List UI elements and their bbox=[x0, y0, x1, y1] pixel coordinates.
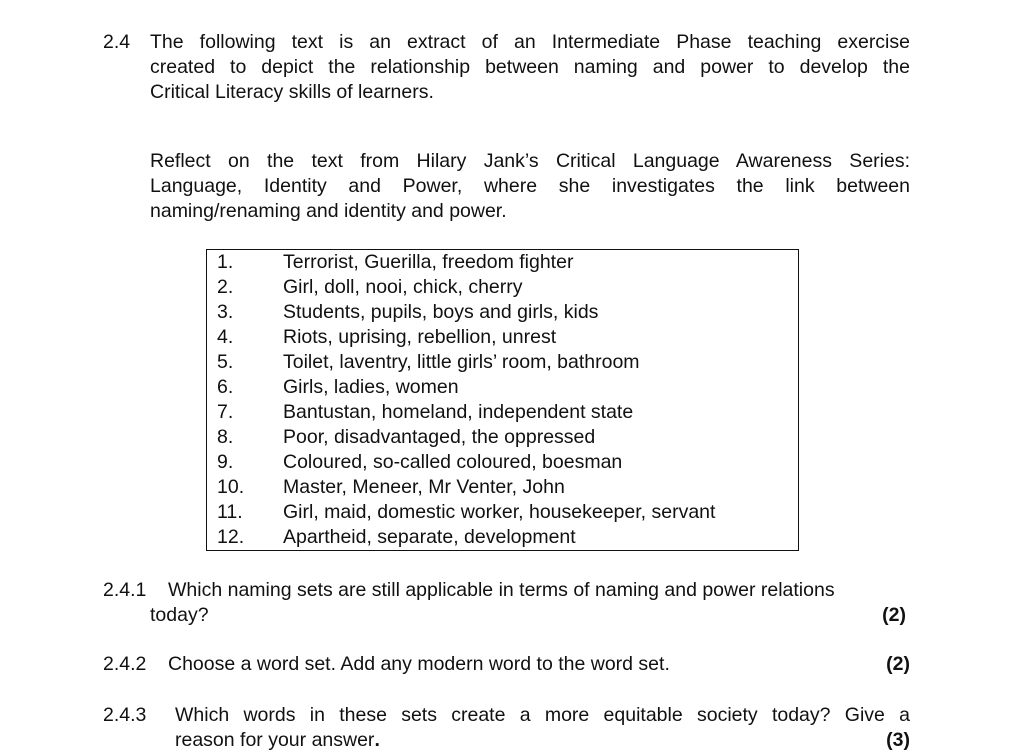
reflect-line-2: Language, Identity and Power, where she investigates the link between bbox=[150, 175, 910, 197]
question-text-line-1: Which words in these sets create a more equitable society today? Give a bbox=[175, 704, 910, 726]
set-words: Toilet, laventry, little girls’ room, bathroom bbox=[283, 351, 640, 373]
set-number: 9. bbox=[217, 451, 234, 473]
reflect-line-1: Reflect on the text from Hilary Jank’s Critical Language Awareness Series: bbox=[150, 150, 910, 172]
set-words: Girls, ladies, women bbox=[283, 376, 459, 398]
intro-line-3: Critical Literacy skills of learners. bbox=[150, 81, 434, 103]
set-number: 10. bbox=[217, 476, 245, 498]
table-row bbox=[207, 400, 799, 425]
marks-badge: (3) bbox=[886, 729, 910, 751]
set-number: 7. bbox=[217, 401, 234, 423]
set-number: 11. bbox=[217, 501, 243, 523]
reflect-line-3: naming/renaming and identity and power. bbox=[150, 200, 507, 222]
question-text-line-2: reason for your answer bbox=[175, 729, 375, 751]
set-words: Bantustan, homeland, independent state bbox=[283, 401, 634, 423]
set-words: Students, pupils, boys and girls, kids bbox=[283, 301, 599, 323]
question-number: 2.4.2 bbox=[103, 653, 147, 675]
set-number: 6. bbox=[217, 376, 234, 398]
table-row bbox=[207, 475, 799, 500]
set-number: 4. bbox=[217, 326, 234, 348]
word-sets-table bbox=[206, 249, 799, 551]
question-2-4-1 bbox=[103, 578, 910, 628]
question-text-line-1: Which naming sets are still applicable in terms of naming and power relations bbox=[168, 579, 835, 601]
table-row bbox=[207, 450, 799, 475]
set-number: 1. bbox=[217, 251, 234, 273]
section-number: 2.4 bbox=[103, 31, 131, 53]
set-number: 8. bbox=[217, 426, 234, 448]
set-words: Master, Meneer, Mr Venter, John bbox=[283, 476, 565, 498]
table-row bbox=[207, 500, 799, 525]
marks-badge: (2) bbox=[886, 653, 910, 675]
table-row bbox=[207, 250, 799, 276]
table-row bbox=[207, 300, 799, 325]
table-row bbox=[207, 325, 799, 350]
intro-paragraph bbox=[150, 30, 910, 105]
set-number: 12. bbox=[217, 526, 245, 548]
question-number: 2.4.3 bbox=[103, 704, 147, 726]
marks-badge: (2) bbox=[882, 604, 906, 626]
question-2-4-2 bbox=[103, 652, 910, 677]
table-row bbox=[207, 425, 799, 450]
set-number: 5. bbox=[217, 351, 234, 373]
set-words: Girl, doll, nooi, chick, cherry bbox=[283, 276, 523, 298]
set-words: Terrorist, Guerilla, freedom fighter bbox=[283, 251, 574, 273]
table-row bbox=[207, 275, 799, 300]
table-row bbox=[207, 375, 799, 400]
question-text-line-2-end: . bbox=[374, 729, 380, 751]
question-text-line-1: Choose a word set. Add any modern word to the word set. bbox=[168, 653, 670, 675]
table-row bbox=[207, 525, 799, 551]
set-words: Riots, uprising, rebellion, unrest bbox=[283, 326, 557, 348]
set-words: Girl, maid, domestic worker, housekeeper, servant bbox=[283, 501, 716, 523]
question-number: 2.4.1 bbox=[103, 579, 147, 601]
set-number: 3. bbox=[217, 301, 234, 323]
reflect-paragraph bbox=[150, 149, 910, 224]
intro-line-1: The following text is an extract of an Intermediate Phase teaching exercise bbox=[150, 31, 910, 53]
table-row bbox=[207, 350, 799, 375]
set-words: Poor, disadvantaged, the oppressed bbox=[283, 426, 596, 448]
set-number: 2. bbox=[217, 276, 234, 298]
question-text-line-2: today? bbox=[150, 604, 209, 626]
intro-line-2: created to depict the relationship between naming and power to develop the bbox=[150, 56, 910, 78]
question-2-4-3 bbox=[103, 703, 910, 753]
set-words: Coloured, so-called coloured, boesman bbox=[283, 451, 623, 473]
set-words: Apartheid, separate, development bbox=[283, 526, 576, 548]
